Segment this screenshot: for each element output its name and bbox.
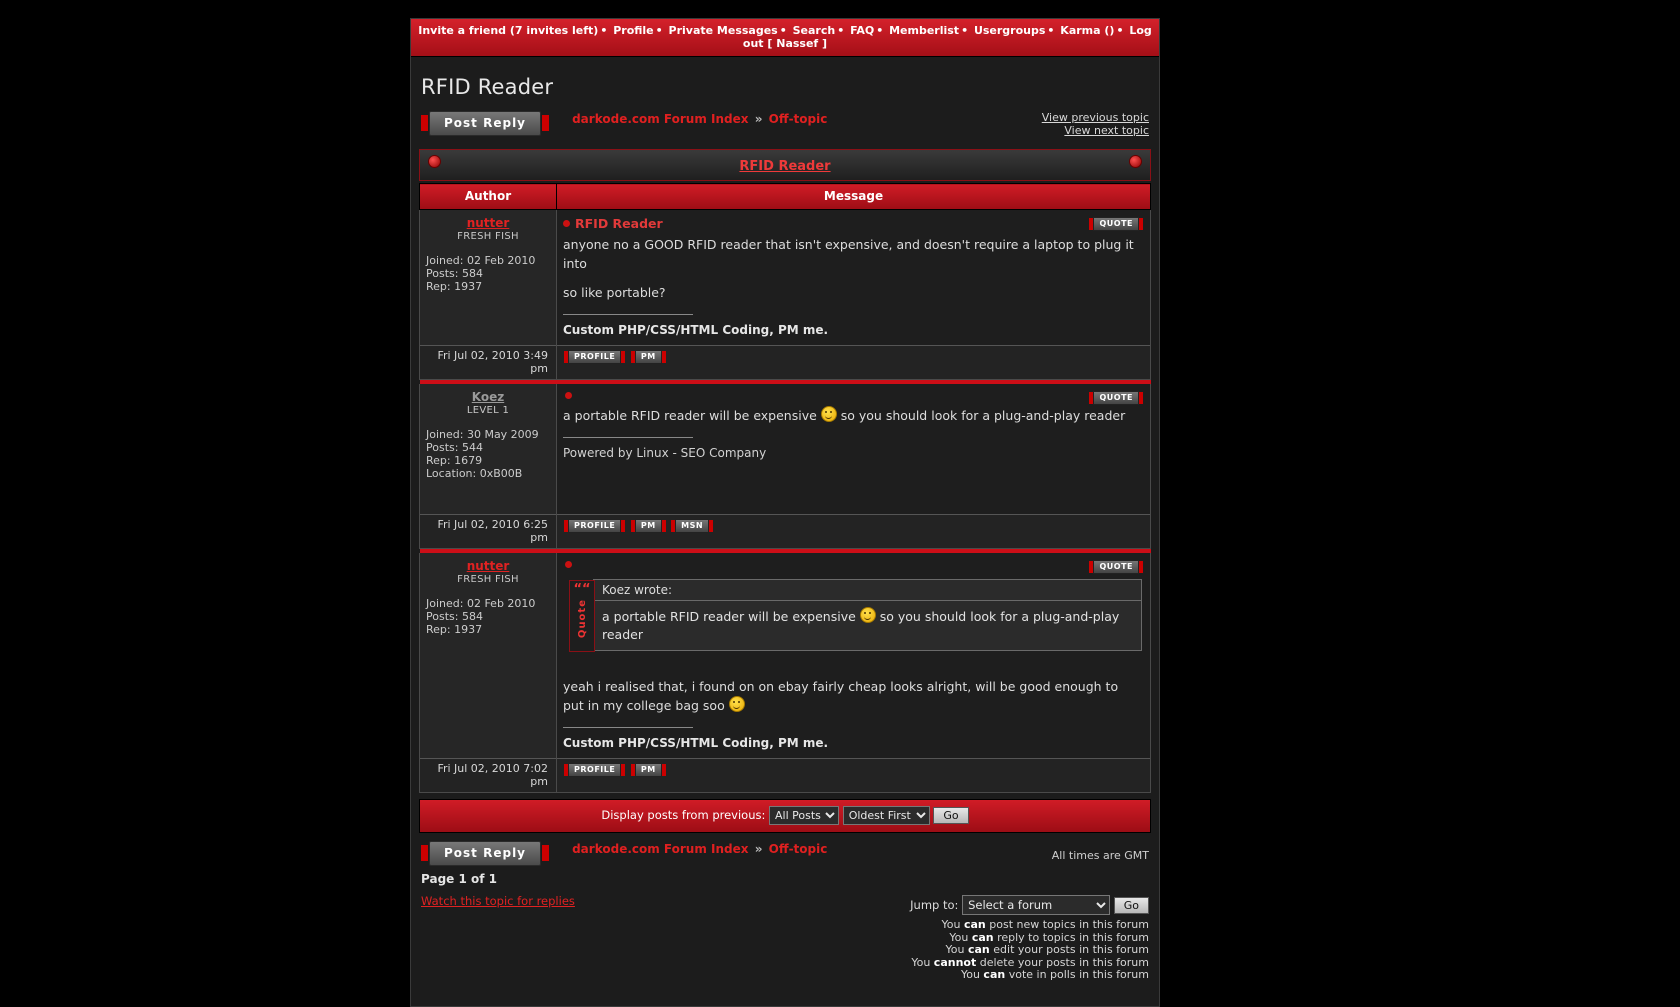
post-subject-text: RFID Reader: [575, 216, 663, 231]
author-location: Location: 0xB00B: [426, 467, 523, 480]
nav-separator: •: [1116, 24, 1124, 37]
nav-separator: •: [600, 24, 608, 37]
post-author-cell: [420, 384, 557, 515]
post-signature: Custom PHP/CSS/HTML Coding, PM me.: [563, 323, 829, 337]
profile-button[interactable]: PROFILE: [568, 519, 621, 533]
quote-block: [573, 579, 1142, 651]
signature-divider: [563, 314, 693, 315]
nav-separator: •: [961, 24, 969, 37]
author-posts: Posts: 584: [426, 610, 483, 623]
view-previous-topic-link[interactable]: View previous topic: [1041, 111, 1149, 124]
author-joined: Joined: 30 May 2009: [426, 428, 539, 441]
smiley-icon: [821, 406, 837, 422]
breadcrumb-forum-index-top[interactable]: darkode.com Forum Index: [572, 112, 749, 126]
post-signature: Powered by Linux - SEO Company: [563, 446, 767, 460]
quote-tab: [569, 580, 595, 652]
header-author: Author: [420, 184, 557, 210]
topic-nav-links: [1042, 111, 1149, 137]
nav-karma[interactable]: Karma (): [1060, 24, 1115, 37]
post-action-buttons: [557, 346, 1151, 380]
page-title: RFID Reader: [421, 75, 554, 99]
page-title-area: [411, 57, 1159, 105]
author-username[interactable]: nutter: [466, 559, 510, 573]
post-subject: [563, 216, 1142, 231]
post-timestamp: Fri Jul 02, 2010 7:02 pm: [420, 759, 557, 793]
permission-delete: You cannot delete your posts in this forum: [911, 955, 1149, 969]
author-posts: Posts: 584: [426, 267, 483, 280]
msn-button[interactable]: MSN: [675, 519, 709, 533]
bottom-toolbar: [411, 833, 1159, 866]
post-reply-button-top[interactable]: Post Reply: [429, 111, 541, 136]
top-toolbar: [411, 105, 1159, 143]
topic-title-bar: [419, 149, 1151, 181]
all-times-label: All times are GMT: [1051, 849, 1149, 862]
nav-separator: •: [876, 24, 884, 37]
post-bullet-icon-wrap: [563, 390, 1142, 406]
permission-post-new-topics: You can post new topics in this forum: [941, 918, 1149, 931]
permission-edit: You can edit your posts in this forum: [945, 943, 1149, 956]
post-paragraph: [563, 406, 1142, 425]
post-bullet-icon: [563, 220, 570, 227]
bullet-right-icon: [1129, 155, 1142, 168]
post-message-cell: [557, 553, 1151, 759]
author-rank: FRESH FISH: [457, 231, 519, 242]
pm-button[interactable]: PM: [635, 350, 662, 364]
quote-tab-label: Quote: [576, 599, 588, 639]
post-paragraph-text-a: a portable RFID reader will be expensive: [563, 408, 821, 423]
quote-body-text-b: so you should look for a plug-and-play reader: [602, 609, 1120, 642]
post-footer-row: [420, 346, 1151, 380]
post-message-cell: [557, 384, 1151, 515]
profile-button[interactable]: PROFILE: [568, 763, 621, 777]
author-username[interactable]: nutter: [466, 216, 510, 230]
post-message-cell: [557, 210, 1151, 346]
jump-go-button[interactable]: Go: [1114, 897, 1149, 914]
author-posts: Posts: 544: [426, 441, 483, 454]
header-message: Message: [557, 184, 1151, 210]
pm-button[interactable]: PM: [635, 519, 662, 533]
pm-button[interactable]: PM: [635, 763, 662, 777]
post-signature: Custom PHP/CSS/HTML Coding, PM me.: [563, 736, 829, 750]
jump-to-select[interactable]: [962, 895, 1110, 915]
nav-profile[interactable]: Profile: [613, 24, 654, 37]
nav-usergroups[interactable]: Usergroups: [973, 24, 1046, 37]
top-navigation-bar: [411, 19, 1159, 57]
post-bullet-icon-wrap: [563, 559, 1142, 575]
quote-marks-icon: ““: [573, 582, 591, 597]
author-joined: Joined: 02 Feb 2010: [426, 254, 536, 267]
view-next-topic-link[interactable]: View next topic: [1064, 124, 1149, 137]
post-bullet-icon: [565, 392, 572, 399]
quote-button[interactable]: [1088, 557, 1144, 574]
post-body: [563, 406, 1142, 425]
forum-page: [410, 18, 1160, 1007]
table-row: [420, 553, 1151, 759]
quote-button-label[interactable]: QUOTE: [1093, 391, 1139, 405]
post-paragraph-text: yeah i realised that, i found on on ebay fairly cheap looks alright, will be good enough to put in my college bag soo: [563, 679, 1119, 713]
nav-invite-a-friend[interactable]: Invite a friend (7 invites left): [418, 24, 599, 37]
post-reply-button-top-wrap: [421, 111, 549, 136]
breadcrumb-separator: »: [754, 842, 763, 856]
post-reply-button-bottom-wrap: [421, 841, 549, 866]
nav-faq[interactable]: FAQ: [850, 24, 875, 37]
post-author-cell: [420, 210, 557, 346]
nav-separator: •: [779, 24, 787, 37]
profile-button[interactable]: PROFILE: [568, 350, 621, 364]
display-go-button[interactable]: Go: [933, 807, 968, 824]
author-username[interactable]: Koez: [471, 390, 505, 404]
quote-button[interactable]: [1088, 388, 1144, 405]
post-footer-row: [420, 515, 1151, 549]
author-rank: FRESH FISH: [457, 574, 519, 585]
post-paragraph: so like portable?: [563, 285, 666, 300]
topic-title-link[interactable]: RFID Reader: [739, 159, 831, 174]
smiley-icon: [860, 607, 876, 623]
author-rep: Rep: 1679: [426, 454, 483, 467]
nav-separator: •: [837, 24, 845, 37]
author-joined: Joined: 02 Feb 2010: [426, 597, 536, 610]
signature-divider: [563, 437, 693, 438]
author-rep: Rep: 1937: [426, 623, 483, 636]
breadcrumb-offtopic-top[interactable]: Off-topic: [768, 112, 828, 126]
post-body: [563, 677, 1142, 715]
post-footer-row: [420, 759, 1151, 793]
nav-search[interactable]: Search: [792, 24, 836, 37]
post-paragraph: anyone no a GOOD RFID reader that isn't expensive, and doesn't require a laptop to plug it into: [563, 237, 1134, 271]
nav-memberlist[interactable]: Memberlist: [889, 24, 960, 37]
breadcrumb-bottom: [572, 842, 827, 856]
post-action-buttons: [557, 759, 1151, 793]
post-paragraph: [563, 677, 1142, 715]
breadcrumb-offtopic-bottom[interactable]: Off-topic: [768, 842, 828, 856]
post-bullet-icon: [565, 561, 572, 568]
breadcrumb-forum-index-bottom[interactable]: darkode.com Forum Index: [572, 842, 749, 856]
permissions-list: [411, 915, 1159, 1006]
post-action-buttons: [557, 515, 1151, 549]
signature-divider: [563, 727, 693, 728]
quote-body-text-a: a portable RFID reader will be expensive: [602, 609, 860, 624]
quote-header: Koez wrote:: [594, 580, 1141, 601]
sort-order-select[interactable]: [843, 806, 930, 825]
table-row: [420, 384, 1151, 515]
quote-button[interactable]: [1088, 214, 1144, 231]
permission-vote: You can vote in polls in this forum: [960, 968, 1149, 981]
post-author-cell: [420, 553, 557, 759]
nav-separator: •: [1047, 24, 1055, 37]
nav-private-messages[interactable]: Private Messages: [668, 24, 778, 37]
table-header-row: [420, 184, 1151, 210]
display-posts-label: Display posts from previous:: [601, 808, 766, 822]
page-of-label: Page 1 of 1: [421, 872, 497, 886]
jump-to-label: Jump to:: [910, 898, 959, 912]
permission-reply: You can reply to topics in this forum: [949, 930, 1149, 944]
quote-button-label[interactable]: QUOTE: [1093, 217, 1139, 231]
posts-filter-select[interactable]: [769, 806, 839, 825]
display-posts-bar: [419, 799, 1151, 833]
quote-body: [594, 601, 1141, 650]
watch-topic-link[interactable]: Watch this topic for replies: [421, 894, 575, 908]
breadcrumb-separator: »: [754, 112, 763, 126]
nav-separator: •: [655, 24, 663, 37]
post-paragraph-text-b: so you should look for a plug-and-play reader: [836, 408, 1126, 423]
posts-table: [419, 183, 1151, 793]
post-timestamp: Fri Jul 02, 2010 3:49 pm: [420, 346, 557, 380]
breadcrumb-top: [572, 112, 827, 126]
post-body: [563, 235, 1142, 302]
table-row: [420, 210, 1151, 346]
author-rep: Rep: 1937: [426, 280, 483, 293]
smiley-icon: [729, 696, 745, 712]
post-timestamp: Fri Jul 02, 2010 6:25 pm: [420, 515, 557, 549]
author-rank: LEVEL 1: [466, 405, 510, 416]
bullet-left-icon: [428, 155, 441, 168]
quote-button-label[interactable]: QUOTE: [1093, 560, 1139, 574]
nav-logout[interactable]: Log out [ Nassef ]: [742, 24, 1152, 50]
post-reply-button-bottom[interactable]: Post Reply: [429, 841, 541, 866]
